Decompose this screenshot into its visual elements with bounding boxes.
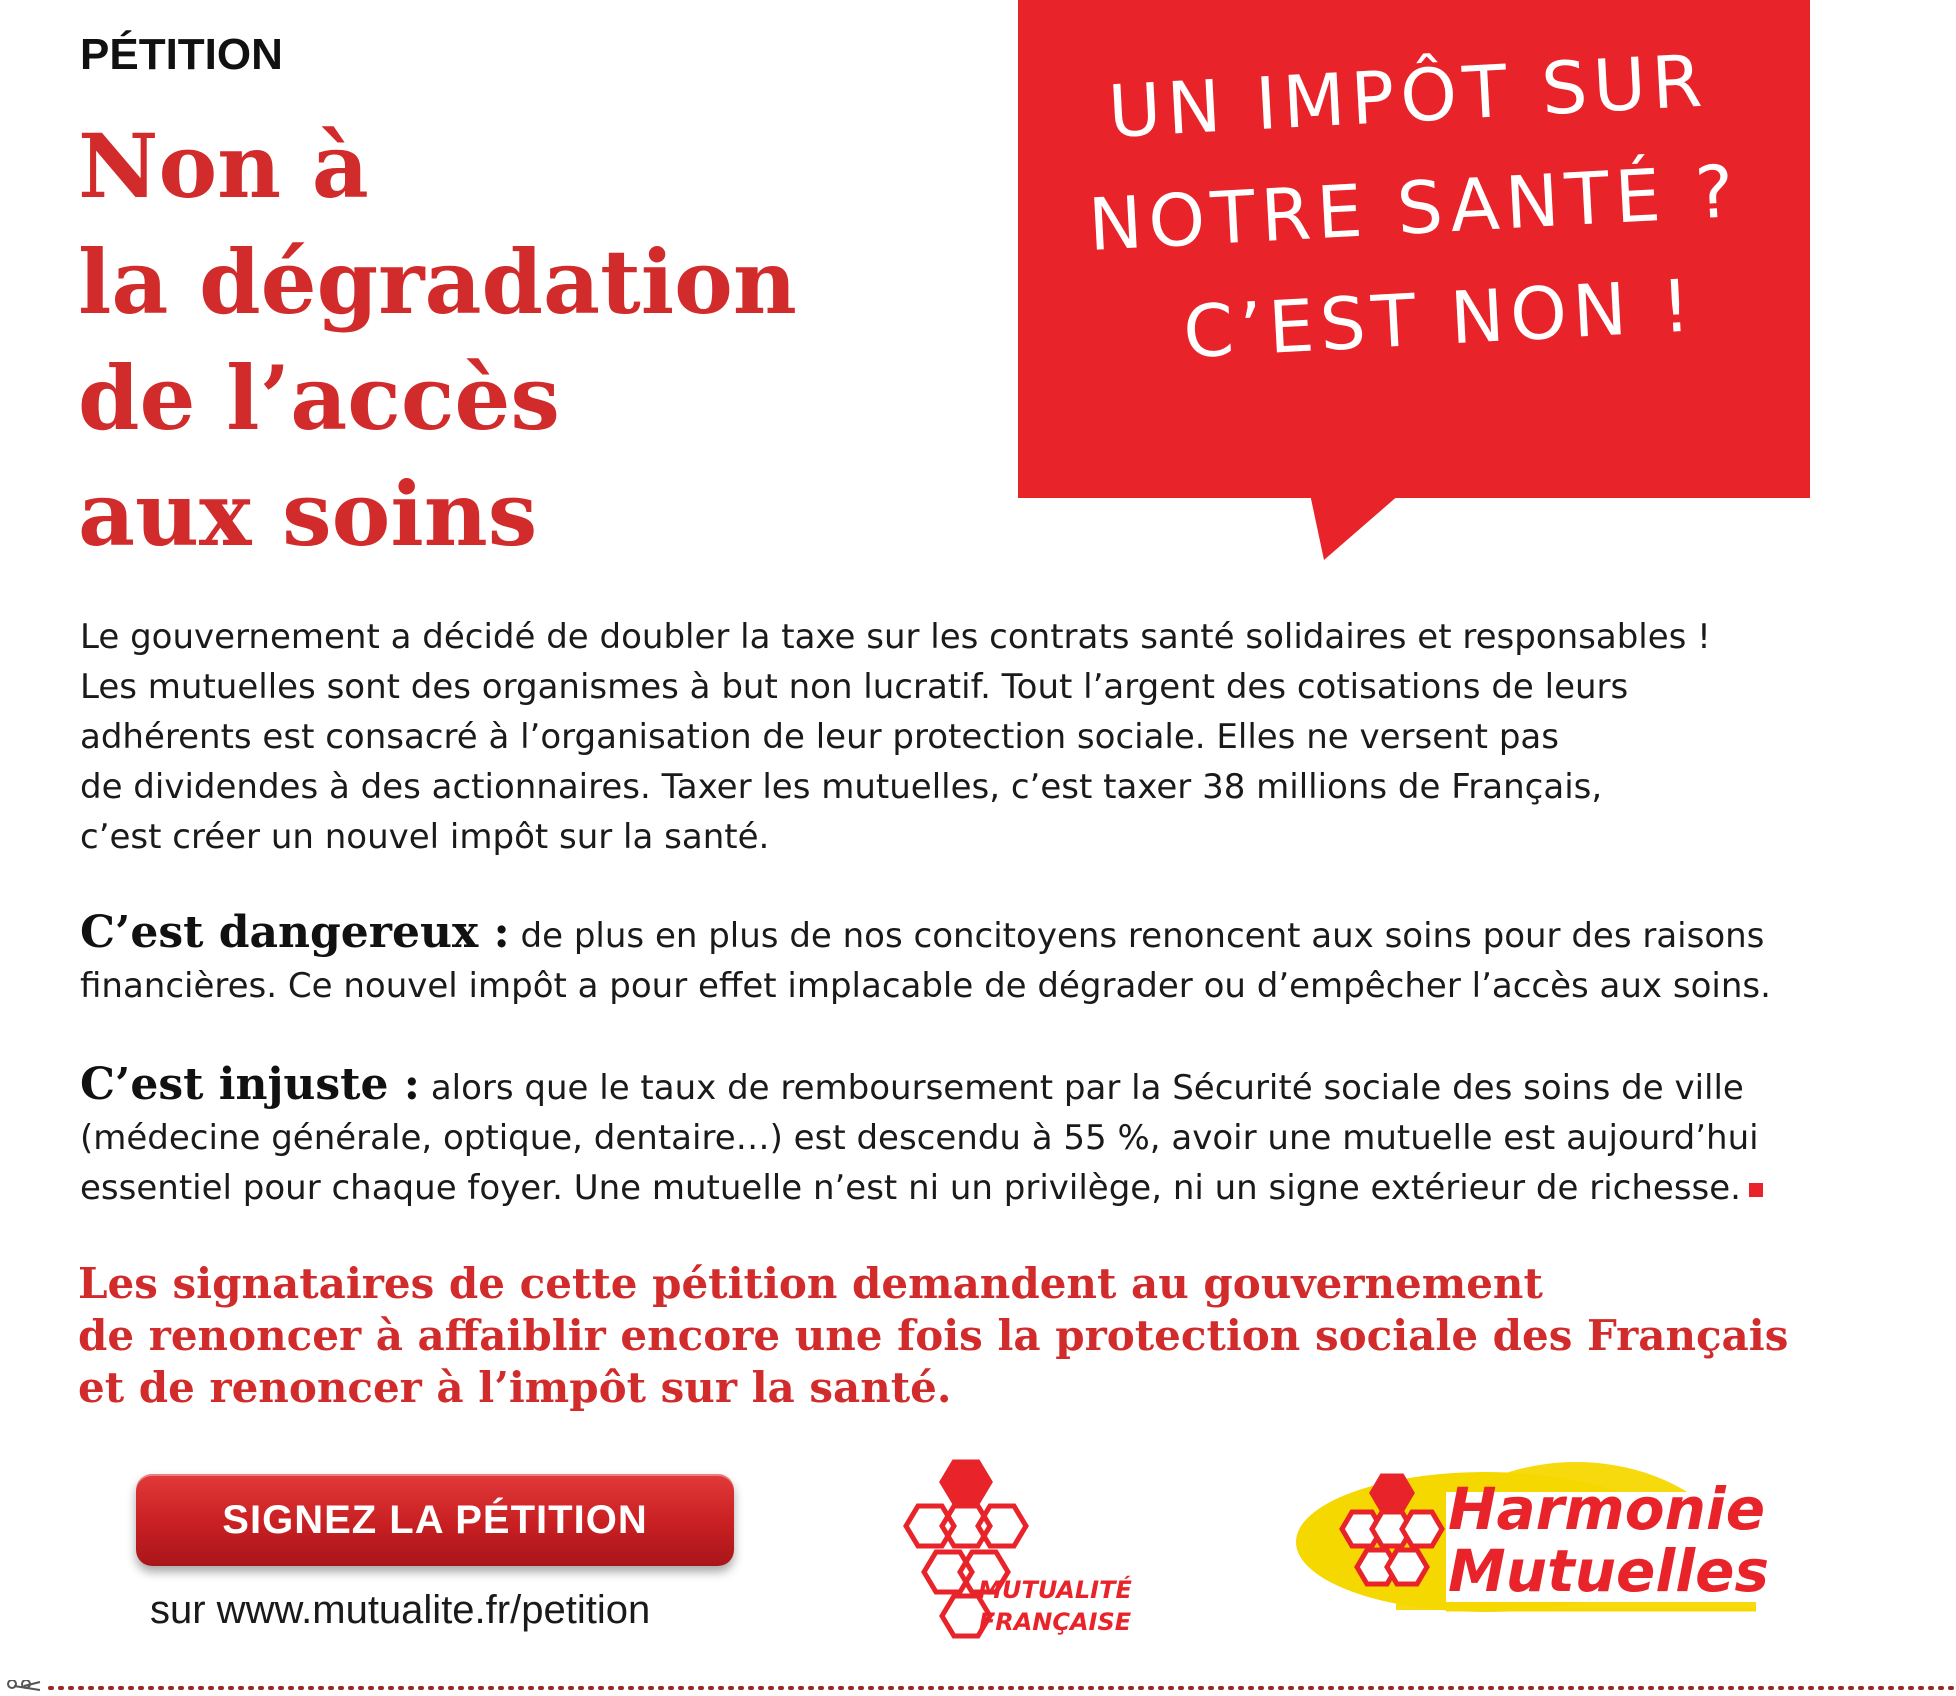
unjust-text: (médecine générale, optique, dentaire…) est descendu à 55 %, avoir une mutuelle est aujourd’hui — [80, 1118, 1759, 1158]
bubble-line: NOTRE SANTÉ ? — [1086, 149, 1742, 267]
bubble-line: C’EST NON ! — [1181, 263, 1699, 375]
logo-text-line: Mutuelles — [1448, 1537, 1769, 1605]
logo-text-line: MUTUALITÉ — [978, 1576, 1132, 1604]
sign-petition-button[interactable]: SIGNEZ LA PÉTITION — [136, 1474, 734, 1566]
headline-line: de l’accès — [78, 346, 560, 450]
unjust-paragraph — [80, 1060, 1930, 1213]
end-mark-icon — [1749, 1183, 1763, 1197]
intro-line: Le gouvernement a décidé de doubler la taxe sur les contrats santé solidaires et responsables ! — [80, 617, 1711, 657]
dangerous-text: financières. Ce nouvel impôt a pour effet implacable de dégrader ou d’empêcher l’accès aux soins. — [80, 966, 1771, 1006]
speech-bubble-text — [1010, 20, 1818, 397]
page-title — [78, 108, 1008, 572]
scissors-icon — [8, 1680, 40, 1690]
demand-line: Les signataires de cette pétition demandent au gouvernement — [78, 1259, 1543, 1308]
petition-demand — [78, 1258, 1918, 1414]
intro-line: c’est créer un nouvel impôt sur la santé. — [80, 817, 770, 857]
mutualite-francaise-wordmark — [955, 1574, 1155, 1638]
cut-line — [0, 1680, 1956, 1692]
unjust-text: essentiel pour chaque foyer. Une mutuelle n’est ni un privilège, ni un signe extérieur de richesse. — [80, 1168, 1741, 1208]
harmonie-mutuelles-wordmark — [1448, 1475, 1769, 1605]
headline-line: Non à — [78, 114, 369, 218]
intro-paragraph — [80, 612, 1900, 862]
intro-line: de dividendes à des actionnaires. Taxer les mutuelles, c’est taxer 38 millions de Français, — [80, 767, 1603, 807]
petition-kicker: PÉTITION — [80, 30, 283, 79]
dangerous-lead: C’est dangereux : — [80, 907, 510, 958]
dangerous-paragraph — [80, 908, 1920, 1011]
speech-bubble-tail — [1310, 494, 1400, 560]
unjust-lead: C’est injuste : — [80, 1059, 421, 1110]
intro-line: adhérents est consacré à l’organisation de leur protection sociale. Elles ne versent pas — [80, 717, 1559, 757]
headline-line: aux soins — [78, 462, 538, 566]
bubble-line: UN IMPÔT SUR — [1106, 38, 1711, 154]
demand-line: et de renoncer à l’impôt sur la santé. — [78, 1363, 952, 1412]
dangerous-text: de plus en plus de nos concitoyens renoncent aux soins pour des raisons — [509, 916, 1765, 956]
logo-text-line: Harmonie — [1448, 1475, 1766, 1543]
logo-text-line: FRANÇAISE — [978, 1608, 1132, 1636]
intro-line: Les mutuelles sont des organismes à but non lucratif. Tout l’argent des cotisations de leurs — [80, 667, 1629, 707]
petition-url[interactable]: sur www.mutualite.fr/petition — [150, 1588, 651, 1632]
unjust-text: alors que le taux de remboursement par la Sécurité sociale des soins de ville — [420, 1068, 1744, 1108]
demand-line: de renoncer à affaiblir encore une fois la protection sociale des Français — [78, 1311, 1789, 1360]
headline-line: la dégradation — [78, 230, 797, 334]
